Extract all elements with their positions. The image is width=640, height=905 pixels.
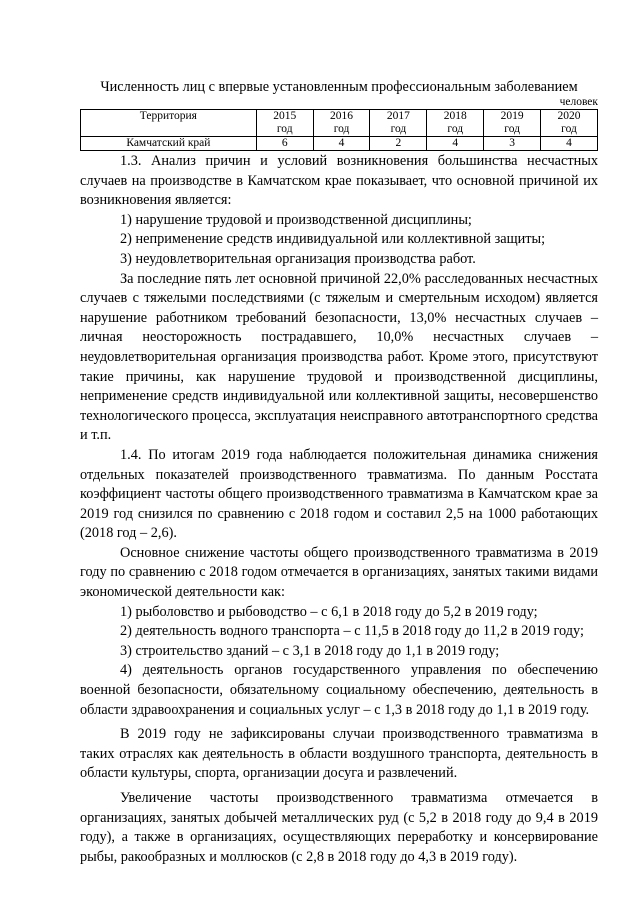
header-territory: Территория: [81, 110, 257, 137]
occupational-disease-table: [80, 109, 598, 151]
section-1-3-intro: 1.3. Анализ причин и условий возникновения большинства несчастных случаев на производстве в Камчатском крае показывает, что основной причиной их возникновения является:: [80, 153, 598, 209]
header-year: 2015 год: [256, 110, 313, 137]
table-cell: 3: [484, 137, 541, 151]
table-cell: 4: [427, 137, 484, 151]
list-item: 1) нарушение трудовой и производственной дисциплины;: [120, 211, 472, 228]
list-item: 2) неприменение средств индивидуальной или коллективной защиты;: [120, 231, 546, 248]
list-item: 4) деятельность органов государственного управления по обеспечению военной безопасности, обязательному социальному обеспечению, деятельность в области здравоохранения и социальных услуг – с 1,3 в 2018 году до 1,1 в 2019 году.: [80, 662, 598, 718]
table-cell: 2: [370, 137, 427, 151]
table-header-row: [81, 110, 598, 137]
header-year: 2020 год: [541, 110, 598, 137]
header-year: 2016 год: [313, 110, 370, 137]
list-item: 3) неудовлетворительная организация производства работ.: [120, 250, 476, 267]
reduction-paragraph: Основное снижение частоты общего производственного травматизма в 2019 году по сравнению с 2018 годом отмечается в организациях, занятых такими видами экономической деятельности как:: [80, 544, 598, 601]
header-year: 2017 год: [370, 110, 427, 137]
header-year: 2018 год: [427, 110, 484, 137]
header-year: 2019 год: [484, 110, 541, 137]
list-item: 3) строительство зданий – с 3,1 в 2018 году до 1,1 в 2019 году;: [120, 642, 500, 659]
table-unit: человек: [559, 96, 598, 108]
table-title: Численность лиц с впервые установленным профессиональным заболеванием: [100, 79, 578, 95]
causes-paragraph: За последние пять лет основной причиной 22,0% расследованных несчастных случаев с тяжелыми последствиями (с тяжелым и смертельным исходом) является нарушение работником требований безопасности, 13,0% несчастных случаев – личная неосторожность пострадавшего, 10,0% несчастных случаев – неудовлетворительная организация производства работ. Кроме этого, присутствуют такие причины, как нарушение трудовой и производственной дисциплины, неприменение средств индивидуальной или коллективной защиты, несовершенство технологического процесса, эксплуатация неисправного автотранспортного средства и т.п.: [80, 270, 598, 444]
table-cell: 4: [313, 137, 370, 151]
list-item: 1) рыболовство и рыбоводство – с 6,1 в 2018 году до 5,2 в 2019 году;: [120, 603, 538, 620]
row-territory: Камчатский край: [81, 137, 257, 151]
section-1-4-paragraph: 1.4. По итогам 2019 года наблюдается положительная динамика снижения отдельных показателей производственного травматизма. По данным Росстата коэффициент частоты общего производственного травматизма в Камчатском крае за 2019 год снизился по сравнению с 2018 годом и составил 2,5 на 1000 работающих (2018 год – 2,6).: [80, 446, 598, 542]
no-injuries-paragraph: В 2019 году не зафиксированы случаи производственного травматизма в таких отраслях как деятельность в области воздушного транспорта, деятельность в области культуры, спорта, организации досуга и развлечений.: [80, 726, 598, 782]
list-item: 2) деятельность водного транспорта – с 11,5 в 2018 году до 11,2 в 2019 году;: [120, 623, 584, 640]
table-cell: 4: [541, 137, 598, 151]
table-cell: 6: [256, 137, 313, 151]
increase-paragraph: Увеличение частоты производственного травматизма отмечается в организациях, занятых добычей металлических руд (с 5,2 в 2018 году до 9,4 в 2019 году), а также в организациях, осуществляющих переработку и консервирование рыбы, ракообразных и моллюсков (с 2,8 в 2018 году до 4,3 в 2019 году).: [80, 790, 598, 865]
table-row: [81, 137, 598, 151]
